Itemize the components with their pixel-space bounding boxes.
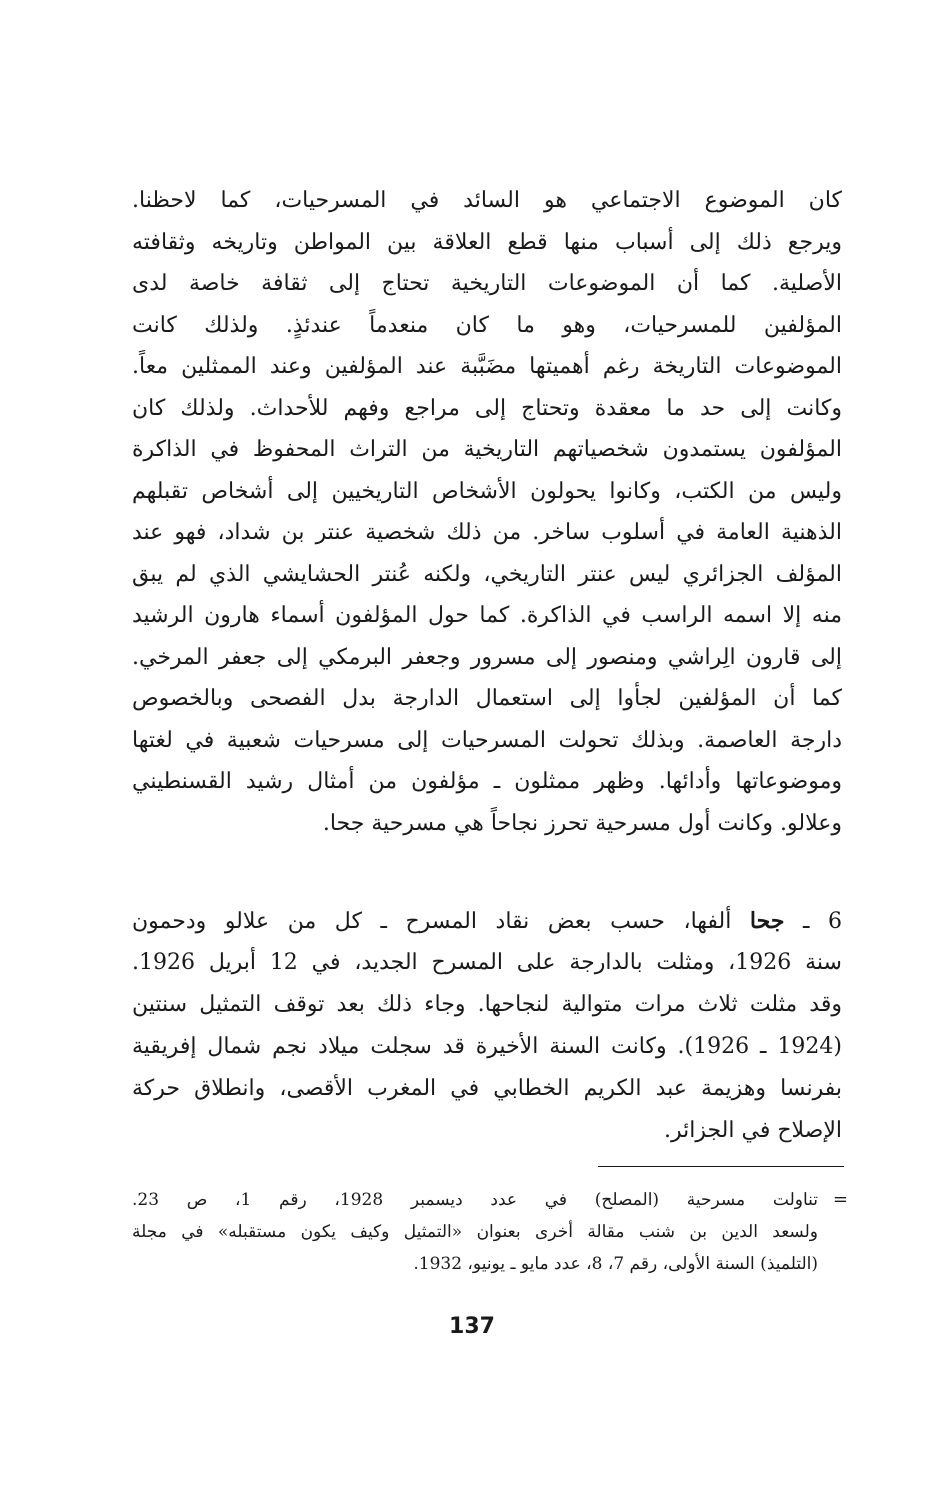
section-number: 6 ـ [784, 909, 842, 934]
text-line: الذهنية العامة في أسلوب ساخر. من ذلك شخصية عنتر بن شداد، فهو عند [132, 520, 842, 545]
text-line: المؤلفين للمسرحيات، وهو ما كان منعدماً عندئذٍ. ولذلك كانت [132, 312, 842, 338]
text-line: وليس من الكتب، وكانوا يحولون الأشخاص التاريخيين إلى أشخاص تقبلهم [132, 478, 842, 504]
footnote-line: ولسعد الدين بن شنب مقالة أخرى بعنوان «التمثيل وكيف يكون مستقبله» في مجلة [132, 1222, 818, 1242]
section-first-line [132, 900, 842, 942]
section-first-line-text: ألفها، حسب بعض نقاد المسرح ـ كل من علالو ودحمون [132, 909, 750, 934]
text-line: وموضوعاتها وأدائها. وظهر ممثلون ـ مؤلفون من أمثال رشيد القسنطيني [132, 769, 842, 794]
section-title: جحا [749, 908, 785, 934]
main-paragraph [132, 180, 842, 844]
text-line: ويرجع ذلك إلى أسباب منها قطع العلاقة بين المواطن وتاريخه وثقافته [132, 229, 842, 255]
text-line: كان الموضوع الاجتماعي هو السائد في المسرحيات، كما لاحظنا. [132, 188, 842, 213]
text-line: سنة 1926، ومثلت بالدارجة على المسرح الجديد، في 12 أبريل 1926. [132, 950, 842, 975]
text-line: بفرنسا وهزيمة عبد الكريم الخطابي في المغرب الأقصى، وانطلاق حركة [132, 1076, 842, 1101]
text-line: إلى قارون الِراشي ومنصور إلى مسرور وجعفر البرمكي إلى جعفر المرخي. [132, 644, 842, 670]
section-paragraph [132, 900, 842, 1152]
text-line: كما أن المؤلفين لجأوا إلى استعمال الدارجة بدل الفصحى وبالخصوص [132, 686, 842, 711]
page-number: 137 [449, 1314, 495, 1339]
text-line: المؤلفون يستمدون شخصياتهم التاريخية من التراث المحفوظ في الذاكرة [132, 437, 842, 462]
text-line: الموضوعات التاريخة رغم أهميتها مضَبَّبة عند المؤلفين وعند الممثلين معاً. [132, 354, 842, 379]
footnote-line: تناولت مسرحية (المصلح) في عدد ديسمبر 1928، رقم 1، ص 23. [132, 1190, 818, 1210]
footnote-continuation-marker: = [832, 1189, 848, 1210]
text-line: المؤلف الجزائري ليس عنتر التاريخي، ولكنه عُنتر الحشايشي الذي لم يبق [132, 561, 842, 587]
text-line: وقد مثلت ثلاث مرات متوالية لنجاحها. وجاء ذلك بعد توقف التمثيل سنتين [132, 992, 842, 1017]
text-line: الأصلية. كما أن الموضوعات التاريخية تحتاج إلى ثقافة خاصة لدى [132, 271, 842, 296]
footnote [132, 1184, 848, 1280]
text-line: (1924 ـ 1926). وكانت السنة الأخيرة قد سجلت ميلاد نجم شمال إفريقية [132, 1034, 842, 1059]
footnote-divider [598, 1166, 844, 1167]
text-line: وكانت إلى حد ما معقدة وتحتاج إلى مراجع وفهم للأحداث. ولذلك كان [132, 395, 842, 421]
text-line: الإصلاح في الجزائر. [663, 1118, 842, 1143]
text-line: منه إلا اسمه الراسب في الذاكرة. كما حول المؤلفون أسماء هارون الرشيد [132, 603, 842, 628]
text-line: وعلالو. وكانت أول مسرحية تحرز نجاحاً هي مسرحية جحا. [322, 810, 842, 836]
text-line: دارجة العاصمة. وبذلك تحولت المسرحيات إلى مسرحيات شعبية في لغتها [132, 727, 842, 753]
footnote-line: (التلميذ) السنة الأولى، رقم 7، 8، عدد مايو ـ يونيو، 1932. [413, 1254, 818, 1274]
